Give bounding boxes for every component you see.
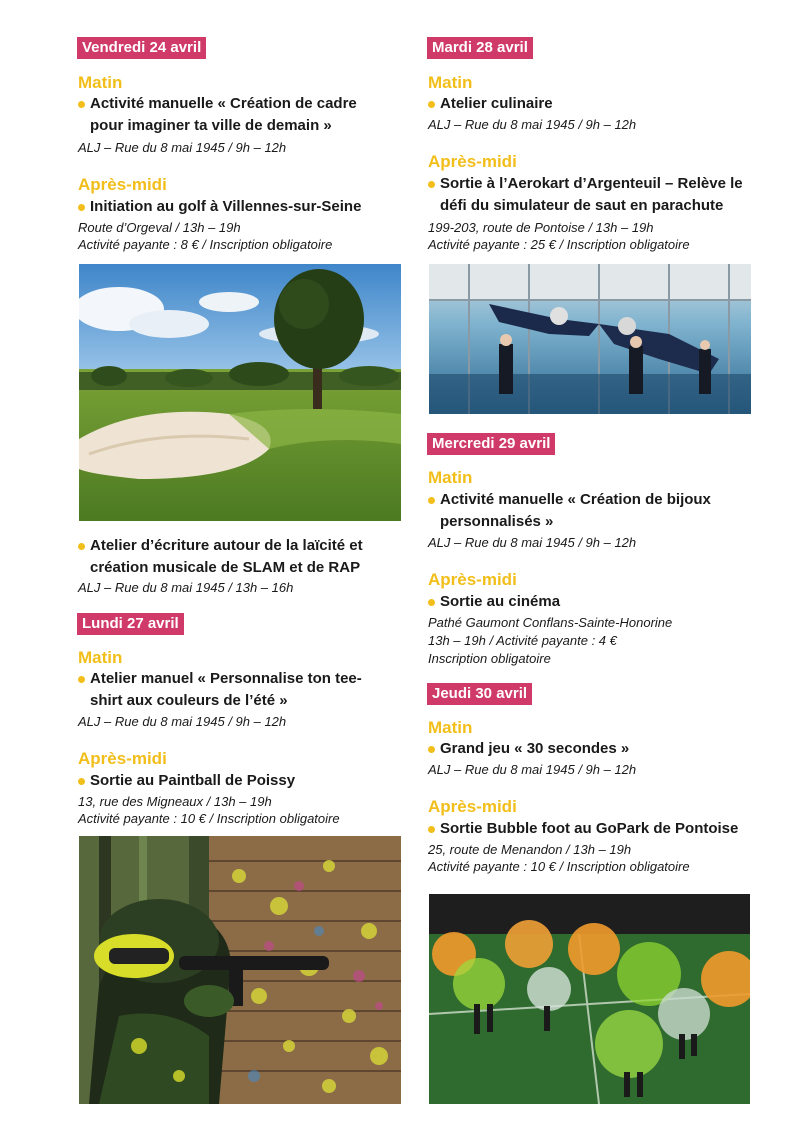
period-apres-midi: Après-midi [428, 797, 517, 816]
activity-location: Route d’Orgeval / 13h – 19h [78, 220, 241, 235]
period-apres-midi: Après-midi [428, 570, 517, 589]
bullet-icon [428, 101, 435, 108]
bullet-icon [428, 826, 435, 833]
activity-registration: Inscription obligatoire [428, 651, 551, 666]
activity-title: Atelier culinaire [440, 95, 553, 112]
activity-item [428, 818, 768, 840]
activity-price: Activité payante : 10 € / Inscription obligatoire [428, 859, 690, 874]
activity-location: 25, route de Menandon / 13h – 19h [428, 842, 632, 857]
activity-item [428, 591, 748, 613]
day-label-jeudi: Jeudi 30 avril [427, 683, 532, 705]
period-matin: Matin [428, 468, 473, 487]
bullet-icon [78, 101, 85, 108]
activity-item [428, 738, 748, 760]
activity-item [428, 489, 748, 533]
activity-item [428, 173, 768, 217]
bullet-icon [78, 676, 85, 683]
activity-item [78, 668, 378, 712]
period-apres-midi: Après-midi [78, 749, 167, 768]
activity-title: Activité manuelle « Création de bijoux personnalisés » [440, 491, 711, 530]
right-column [400, 0, 800, 1131]
period-matin: Matin [78, 73, 123, 92]
activity-title: Sortie au Paintball de Poissy [90, 772, 296, 789]
activity-location: ALJ – Rue du 8 mai 1945 / 9h – 12h [428, 535, 637, 550]
activity-item [78, 93, 388, 137]
paintball-photo [79, 836, 401, 1104]
day-label-vendredi: Vendredi 24 avril [77, 37, 206, 59]
activity-title: Atelier manuel « Personnalise ton tee-shirt aux couleurs de l’été » [90, 670, 362, 709]
activity-location: ALJ – Rue du 8 mai 1945 / 9h – 12h [428, 762, 637, 777]
bullet-icon [428, 497, 435, 504]
activity-item [428, 93, 748, 115]
activity-price: Activité payante : 8 € / Inscription obligatoire [78, 237, 333, 252]
period-matin: Matin [428, 718, 473, 737]
activity-title: Atelier d’écriture autour de la laïcité et création musicale de SLAM et de RAP [90, 537, 363, 576]
bullet-icon [428, 181, 435, 188]
bullet-icon [78, 543, 85, 550]
activity-location: Pathé Gaumont Conflans-Sainte-Honorine [428, 615, 673, 630]
activity-price: Activité payante : 25 € / Inscription obligatoire [428, 237, 690, 252]
activity-title: Grand jeu « 30 secondes » [440, 740, 630, 757]
activity-item [78, 196, 398, 218]
period-apres-midi: Après-midi [78, 175, 167, 194]
bullet-icon [428, 599, 435, 606]
bullet-icon [428, 746, 435, 753]
activity-location: 13, rue des Migneaux / 13h – 19h [78, 794, 272, 809]
day-label-lundi: Lundi 27 avril [77, 613, 184, 635]
period-matin: Matin [428, 73, 473, 92]
golf-course-photo [79, 264, 401, 521]
activity-time-price: 13h – 19h / Activité payante : 4 € [428, 633, 617, 648]
indoor-skydiving-photo [429, 264, 751, 414]
activity-title: Activité manuelle « Création de cadre pour imaginer ta ville de demain » [90, 95, 357, 134]
bubble-foot-photo [429, 894, 750, 1104]
period-matin: Matin [78, 648, 123, 667]
period-apres-midi: Après-midi [428, 152, 517, 171]
activity-location: ALJ – Rue du 8 mai 1945 / 13h – 16h [78, 580, 294, 595]
bullet-icon [78, 204, 85, 211]
activity-item [78, 535, 398, 579]
activity-title: Sortie à l’Aerokart d’Argenteuil – Relève le défi du simulateur de saut en parachute [440, 175, 743, 214]
day-label-mardi: Mardi 28 avril [427, 37, 533, 59]
activity-item [78, 770, 398, 792]
activity-location: ALJ – Rue du 8 mai 1945 / 9h – 12h [428, 117, 637, 132]
activity-location: 199-203, route de Pontoise / 13h – 19h [428, 220, 654, 235]
activity-title: Initiation au golf à Villennes-sur-Seine [90, 198, 362, 215]
activity-location: ALJ – Rue du 8 mai 1945 / 9h – 12h [78, 140, 287, 155]
activity-price: Activité payante : 10 € / Inscription obligatoire [78, 811, 340, 826]
bullet-icon [78, 778, 85, 785]
activity-title: Sortie Bubble foot au GoPark de Pontoise [440, 820, 739, 837]
day-label-mercredi: Mercredi 29 avril [427, 433, 555, 455]
activity-location: ALJ – Rue du 8 mai 1945 / 9h – 12h [78, 714, 287, 729]
activity-title: Sortie au cinéma [440, 593, 561, 610]
